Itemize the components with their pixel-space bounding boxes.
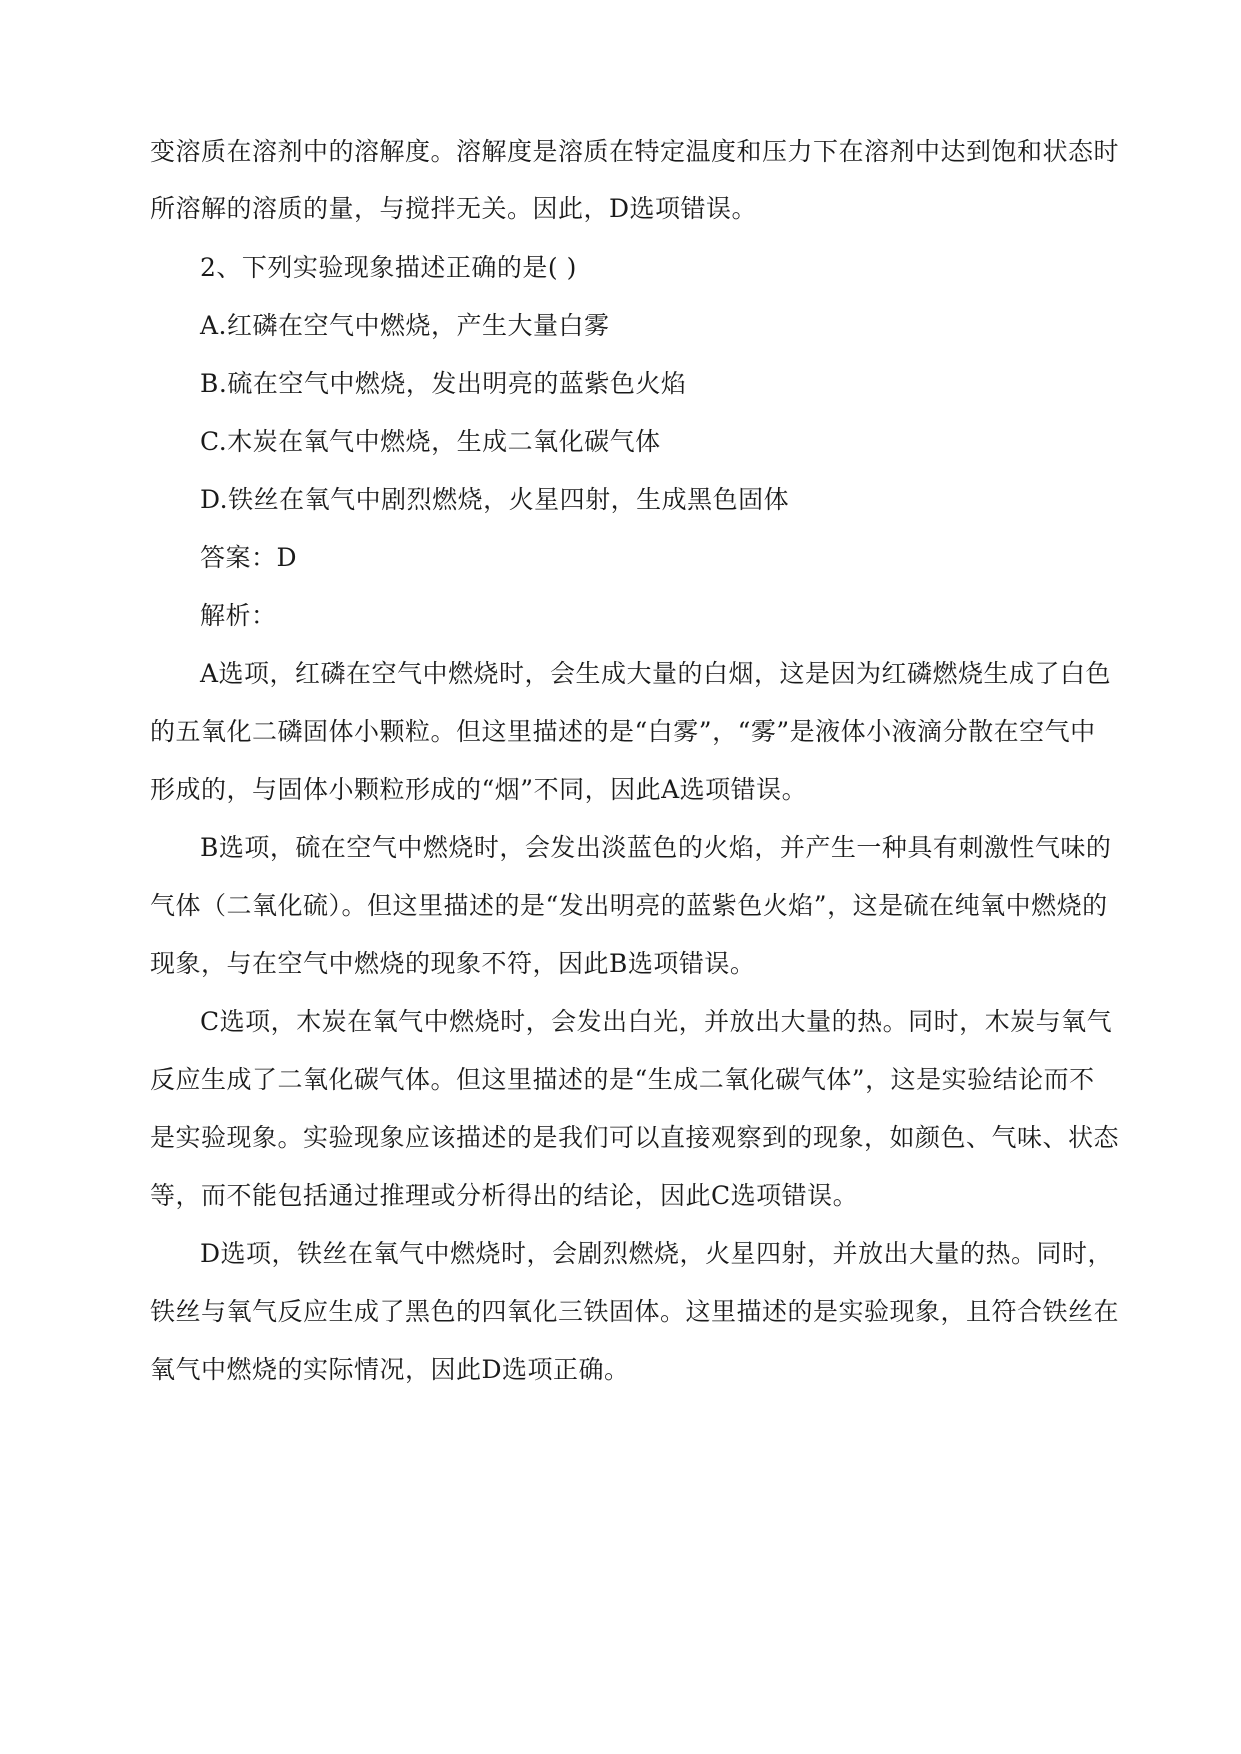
text-line: 变溶质在溶剂中的溶解度。溶解度是溶质在特定温度和压力下在溶剂中达到饱和状态时 (150, 137, 1120, 166)
text-line: 的五氧化二磷固体小颗粒。但这里描述的是“白雾”，“雾”是液体小液滴分散在空气中 (150, 717, 1096, 746)
answer: 答案：D (200, 543, 298, 572)
text-line: 反应生成了二氧化碳气体。但这里描述的是“生成二氧化碳气体”，这是实验结论而不 (150, 1065, 1095, 1094)
option-b: B.硫在空气中燃烧，发出明亮的蓝紫色火焰 (200, 369, 687, 398)
text-line: 形成的，与固体小颗粒形成的“烟”不同，因此A选项错误。 (150, 775, 808, 804)
option-c: C.木炭在氧气中燃烧，生成二氧化碳气体 (200, 427, 661, 456)
text-line: 所溶解的溶质的量，与搅拌无关。因此，D选项错误。 (150, 194, 758, 223)
text-line: B选项，硫在空气中燃烧时，会发出淡蓝色的火焰，并产生一种具有刺激性气味的 (200, 833, 1112, 862)
text-line: C选项，木炭在氧气中燃烧时，会发出白光，并放出大量的热。同时，木炭与氧气 (200, 1007, 1113, 1036)
option-d: D.铁丝在氧气中剧烈燃烧，火星四射，生成黑色固体 (200, 485, 790, 514)
question-stem: 2、下列实验现象描述正确的是( ) (200, 253, 577, 282)
text-line: 是实验现象。实验现象应该描述的是我们可以直接观察到的现象，如颜色、气味、状态 (150, 1123, 1120, 1152)
text-line: 气体（二氧化硫）。但这里描述的是“发出明亮的蓝紫色火焰”，这是硫在纯氧中燃烧的 (150, 891, 1108, 920)
text-line: 氧气中燃烧的实际情况，因此D选项正确。 (150, 1355, 630, 1384)
text-line: D选项，铁丝在氧气中燃烧时，会剧烈燃烧，火星四射，并放出大量的热。同时， (200, 1239, 1114, 1268)
text-line: 等，而不能包括通过推理或分析得出的结论，因此C选项错误。 (150, 1181, 859, 1210)
text-line: 现象，与在空气中燃烧的现象不符，因此B选项错误。 (150, 949, 756, 978)
text-line: A选项，红磷在空气中燃烧时，会生成大量的白烟，这是因为红磷燃烧生成了白色 (200, 659, 1112, 688)
text-line: 铁丝与氧气反应生成了黑色的四氧化三铁固体。这里描述的是实验现象，且符合铁丝在 (150, 1297, 1120, 1326)
option-a: A.红磷在空气中燃烧，产生大量白雾 (200, 311, 610, 340)
analysis-heading: 解析： (200, 601, 277, 630)
